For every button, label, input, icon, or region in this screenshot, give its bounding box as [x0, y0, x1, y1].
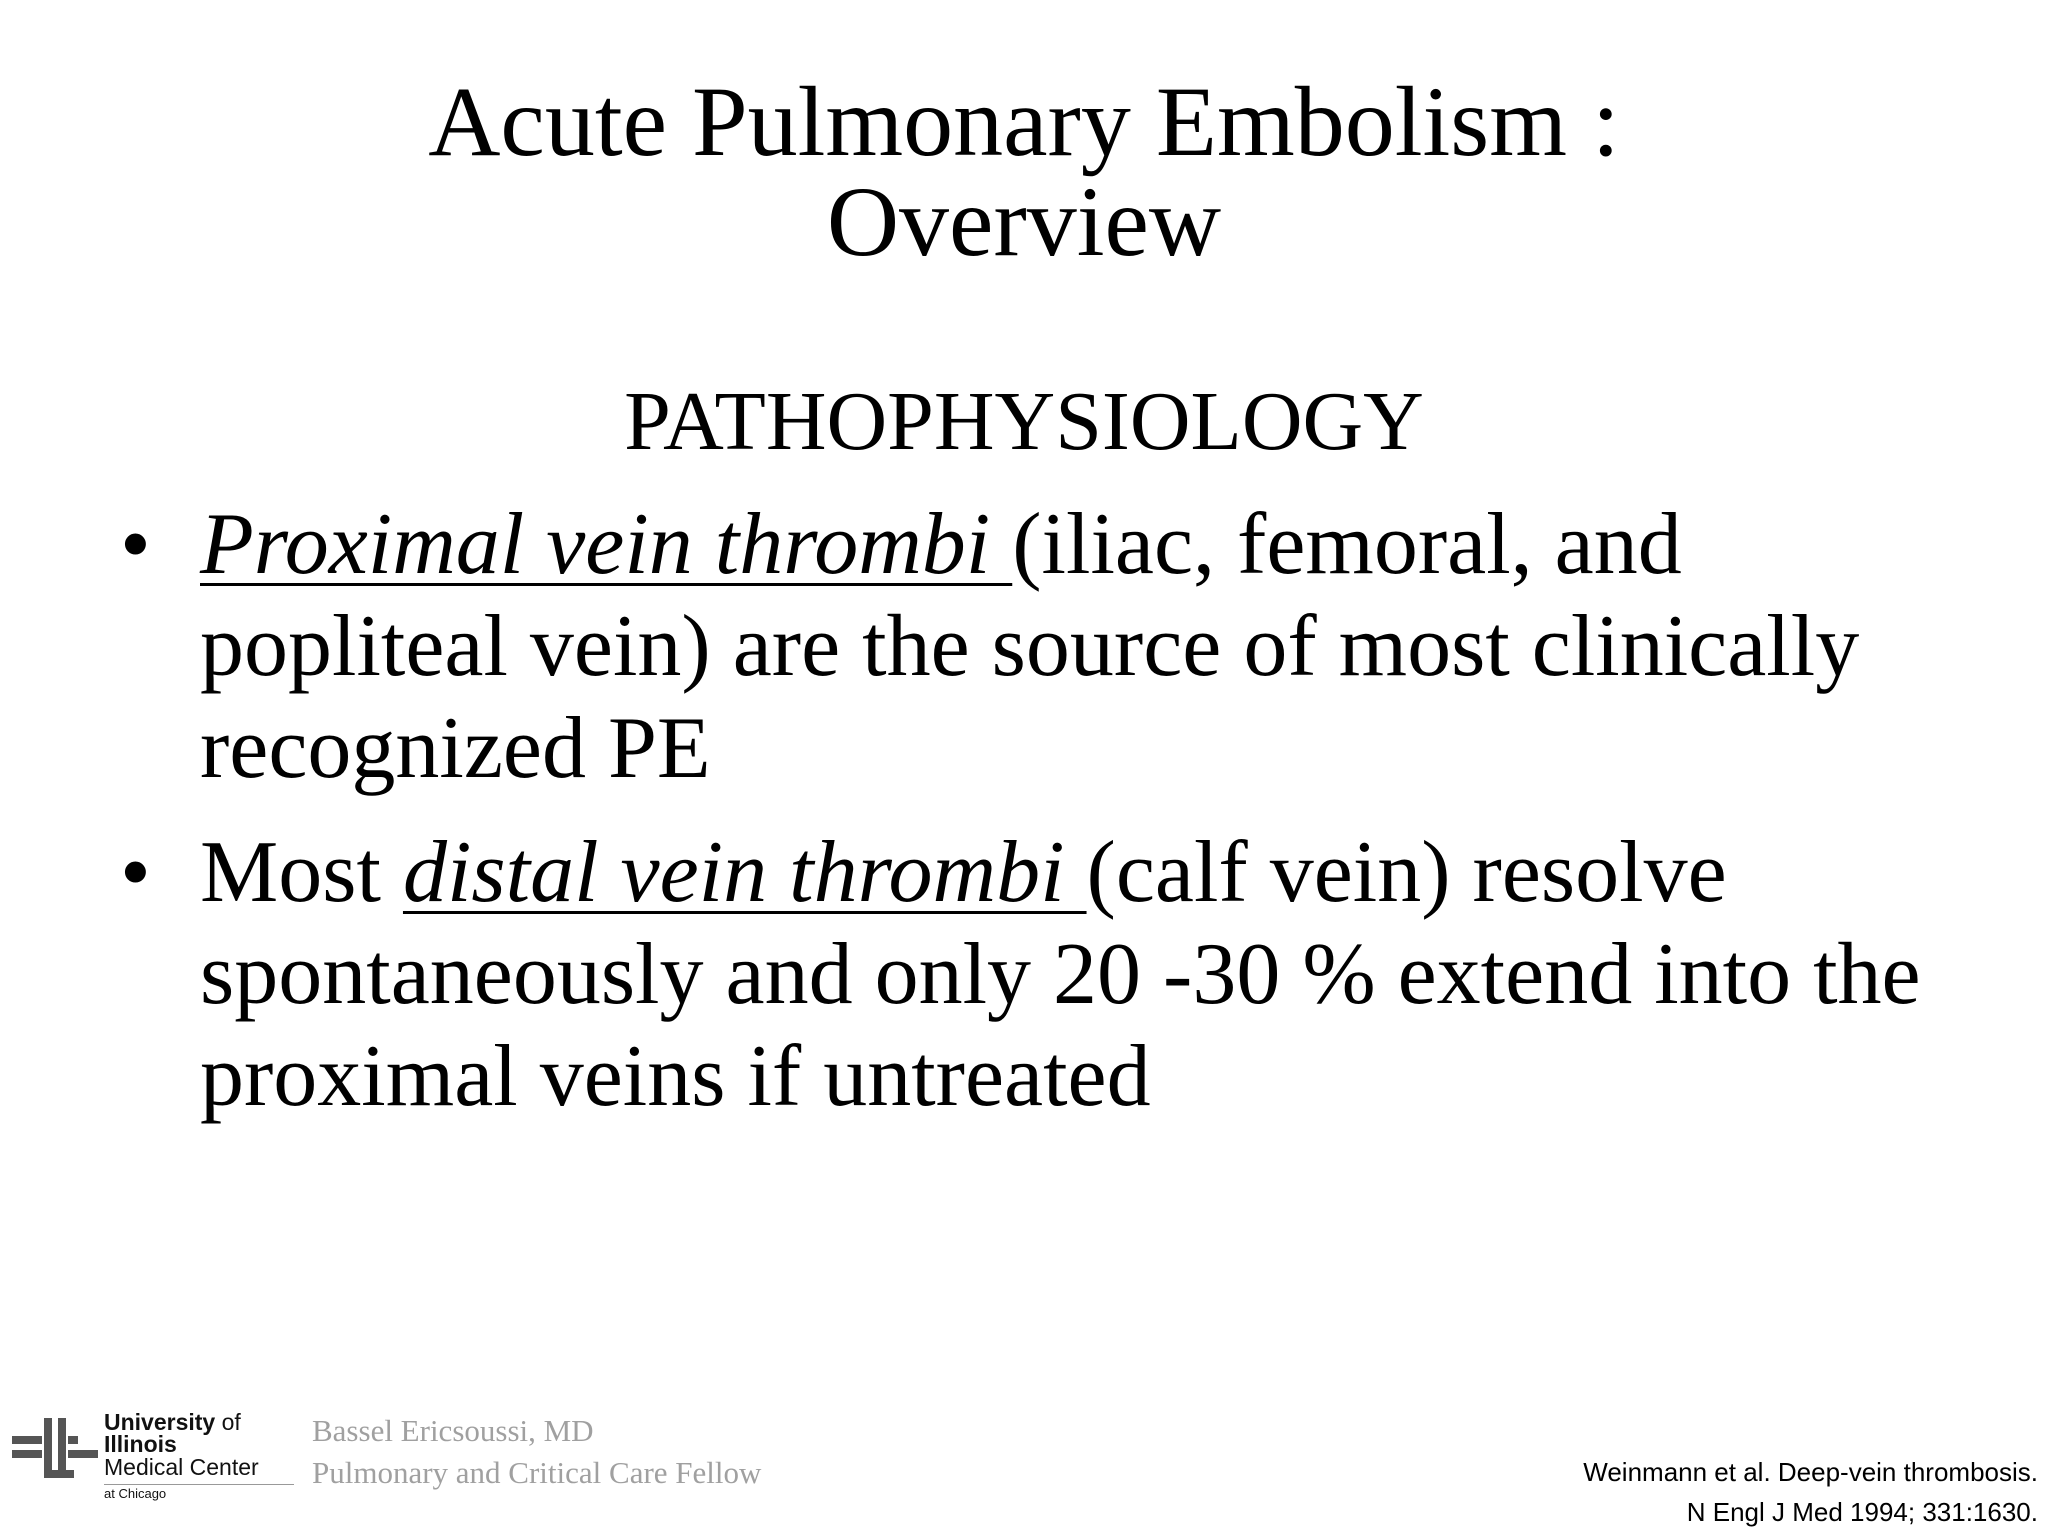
bullet-emphasis: distal vein thrombi [402, 824, 1087, 921]
presenter-role: Pulmonary and Critical Care Fellow [312, 1455, 762, 1490]
university-logo [12, 1410, 297, 1510]
bullet-text-post: (calf vein) resolve spontaneously and only 20 -30 % extend into the proximal veins if untreated [200, 824, 1921, 1125]
slide-title-line1: Acute Pulmonary Embolism : [428, 66, 1620, 177]
bullet-marker: • [120, 824, 151, 921]
logo-line-medical-center: Medical Center [104, 1454, 259, 1480]
logo-line-at-chicago: at Chicago [104, 1486, 167, 1501]
logo-line-illinois: Illinois [104, 1431, 177, 1457]
bullet-emphasis: Proximal vein thrombi [200, 496, 1013, 593]
bullet-text-pre: Most [200, 824, 403, 921]
bullet-list [120, 494, 2000, 1150]
reference-citation [1583, 1452, 2038, 1532]
bullet-item-proximal [120, 494, 2000, 800]
uic-logo-icon [12, 1414, 98, 1486]
bullet-marker: • [120, 496, 151, 593]
citation-line1: Weinmann et al. Deep-vein thrombosis. [1583, 1457, 2038, 1487]
presenter-name: Bassel Ericsoussi, MD [312, 1413, 594, 1448]
slide-title-line2: Overview [826, 166, 1222, 277]
section-heading: PATHOPHYSIOLOGY [624, 375, 1424, 468]
logo-line-university: University of [104, 1409, 241, 1435]
bullet-text-post: (iliac, femoral, and popliteal vein) are the source of most clinically recognized PE [200, 496, 1860, 797]
bullet-item-distal [120, 822, 2000, 1128]
citation-line2: N Engl J Med 1994; 331:1630. [1686, 1497, 2038, 1527]
presenter-info [312, 1410, 761, 1494]
logo-wordmark [104, 1410, 304, 1503]
slide-title [0, 66, 2048, 277]
